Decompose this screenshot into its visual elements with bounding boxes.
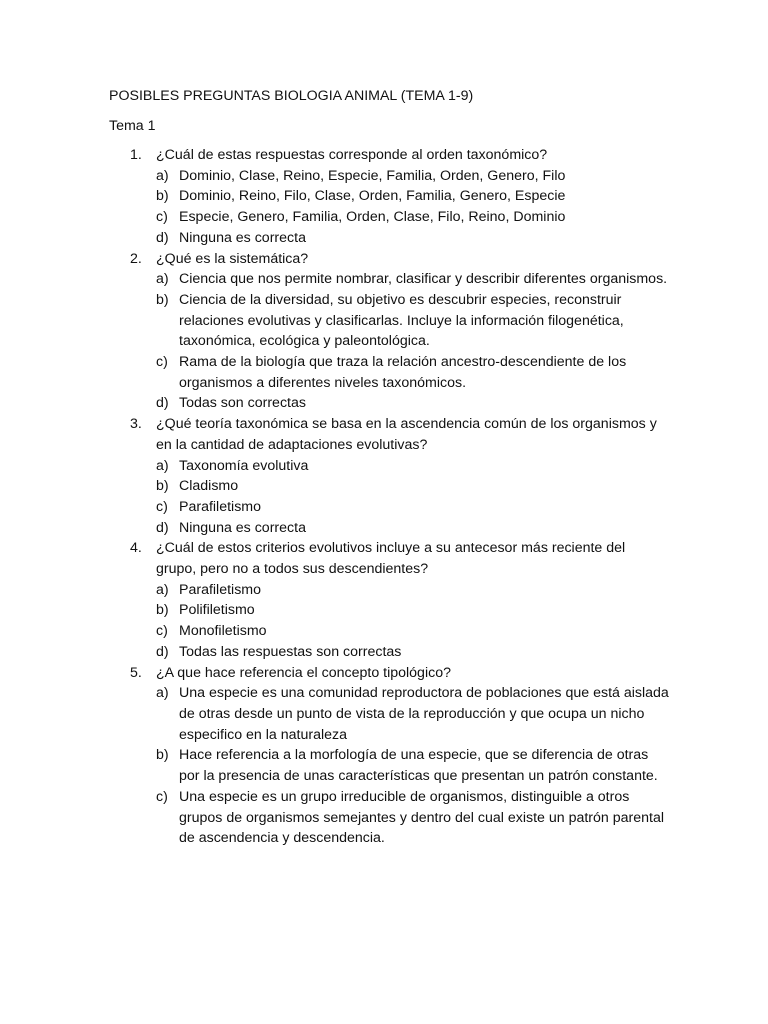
answer-option: [156, 787, 669, 849]
option-list: [156, 456, 669, 539]
question-item: [109, 249, 669, 415]
option-text: Especie, Genero, Familia, Orden, Clase, Filo, Reino, Dominio: [179, 209, 566, 226]
question-number: 5.: [130, 664, 142, 681]
answer-option: [156, 476, 669, 497]
question-item: [109, 414, 669, 538]
option-label: d): [156, 229, 169, 246]
answer-option: [156, 497, 669, 518]
answer-option: [156, 186, 669, 207]
question-item: [109, 663, 669, 849]
option-text: Dominio, Clase, Reino, Especie, Familia, Orden, Genero, Filo: [179, 167, 566, 184]
answer-option: [156, 518, 669, 539]
answer-option: [156, 683, 669, 745]
option-label: b): [156, 188, 169, 205]
question-text: ¿Cuál de estas respuestas corresponde al orden taxonómico?: [156, 147, 548, 163]
question-item: [109, 145, 669, 249]
option-text: Dominio, Reino, Filo, Clase, Orden, Familia, Genero, Especie: [179, 188, 566, 205]
option-label: c): [156, 623, 168, 640]
option-text: Parafiletismo: [179, 498, 262, 515]
question-text: ¿Qué es la sistemática?: [156, 250, 309, 267]
option-label: b): [156, 478, 169, 495]
option-text: Taxonomía evolutiva: [179, 457, 309, 474]
answer-option: [156, 621, 669, 642]
option-label: c): [156, 354, 168, 371]
option-text: Polifiletismo: [179, 602, 255, 619]
option-text: Monofiletismo: [179, 623, 267, 640]
answer-option: [156, 228, 669, 249]
option-list: [156, 166, 669, 249]
option-label: a): [156, 581, 169, 598]
question-number: 4.: [130, 540, 142, 557]
option-label: d): [156, 643, 169, 660]
option-text: Hace referencia a la morfología de una especie, que se diferencia de otras por la presencia de unas características que presentan un patrón constante.: [179, 747, 658, 785]
answer-option: [156, 166, 669, 187]
question-number: 3.: [130, 416, 142, 433]
question-list: [109, 145, 669, 849]
answer-option: [156, 600, 669, 621]
option-text: Ciencia de la diversidad, su objetivo es descubrir especies, reconstruir relaciones evolutivas y clasificarlas. Incluye la información filogenética, taxonómica, ecológica y paleontológica.: [179, 291, 624, 350]
option-label: d): [156, 519, 169, 536]
question-number: 1.: [130, 147, 142, 163]
option-label: c): [156, 498, 168, 515]
question-text: ¿Qué teoría taxonómica se basa en la ascendencia común de los organismos y en la cantidad de adaptaciones evolutivas?: [156, 416, 657, 453]
option-text: Cladismo: [179, 478, 239, 495]
question-text: ¿A que hace referencia el concepto tipológico?: [156, 664, 451, 681]
option-label: b): [156, 747, 169, 764]
answer-option: [156, 290, 669, 352]
option-text: Todas son correctas: [179, 395, 306, 412]
question-text: ¿Cuál de estos criterios evolutivos incluye a su antecesor más reciente del grupo, pero no a todos sus descendientes?: [156, 540, 626, 578]
option-text: Rama de la biología que traza la relación ancestro-descendiente de los organismos a diferentes niveles taxonómicos.: [179, 354, 627, 391]
answer-option: [156, 642, 669, 663]
option-list: [156, 683, 669, 849]
option-text: Ninguna es correcta: [179, 519, 306, 536]
option-label: b): [156, 602, 169, 619]
option-label: d): [156, 395, 169, 412]
answer-option: [156, 207, 669, 228]
option-list: [156, 580, 669, 663]
topic-heading: Tema 1: [109, 118, 156, 134]
option-label: a): [156, 457, 169, 474]
option-text: Todas las respuestas son correctas: [179, 643, 402, 660]
answer-option: [156, 456, 669, 477]
option-text: Ninguna es correcta: [179, 229, 306, 246]
option-label: a): [156, 167, 169, 184]
option-label: a): [156, 271, 169, 288]
question-item: [109, 538, 669, 662]
document-title: POSIBLES PREGUNTAS BIOLOGIA ANIMAL (TEMA 1-9): [109, 88, 474, 104]
answer-option: [156, 393, 669, 414]
answer-option: [156, 269, 669, 290]
option-label: c): [156, 788, 168, 805]
option-text: Una especie es una comunidad reproductora de poblaciones que está aislada de otras desde un punto de vista de la reproducción y que ocupa un nicho especifico en la naturaleza: [179, 685, 669, 743]
answer-option: [156, 580, 669, 601]
option-text: Una especie es un grupo irreducible de organismos, distinguible a otros grupos de organismos semejantes y dentro del cual existe un patrón parental de ascendencia y descendencia.: [179, 788, 665, 847]
question-number: 2.: [130, 250, 142, 267]
option-label: c): [156, 209, 168, 226]
option-label: a): [156, 685, 169, 702]
option-text: Ciencia que nos permite nombrar, clasificar y describir diferentes organismos.: [179, 271, 668, 288]
option-label: b): [156, 291, 169, 308]
answer-option: [156, 745, 669, 786]
answer-option: [156, 352, 669, 393]
option-text: Parafiletismo: [179, 581, 262, 598]
option-list: [156, 269, 669, 414]
